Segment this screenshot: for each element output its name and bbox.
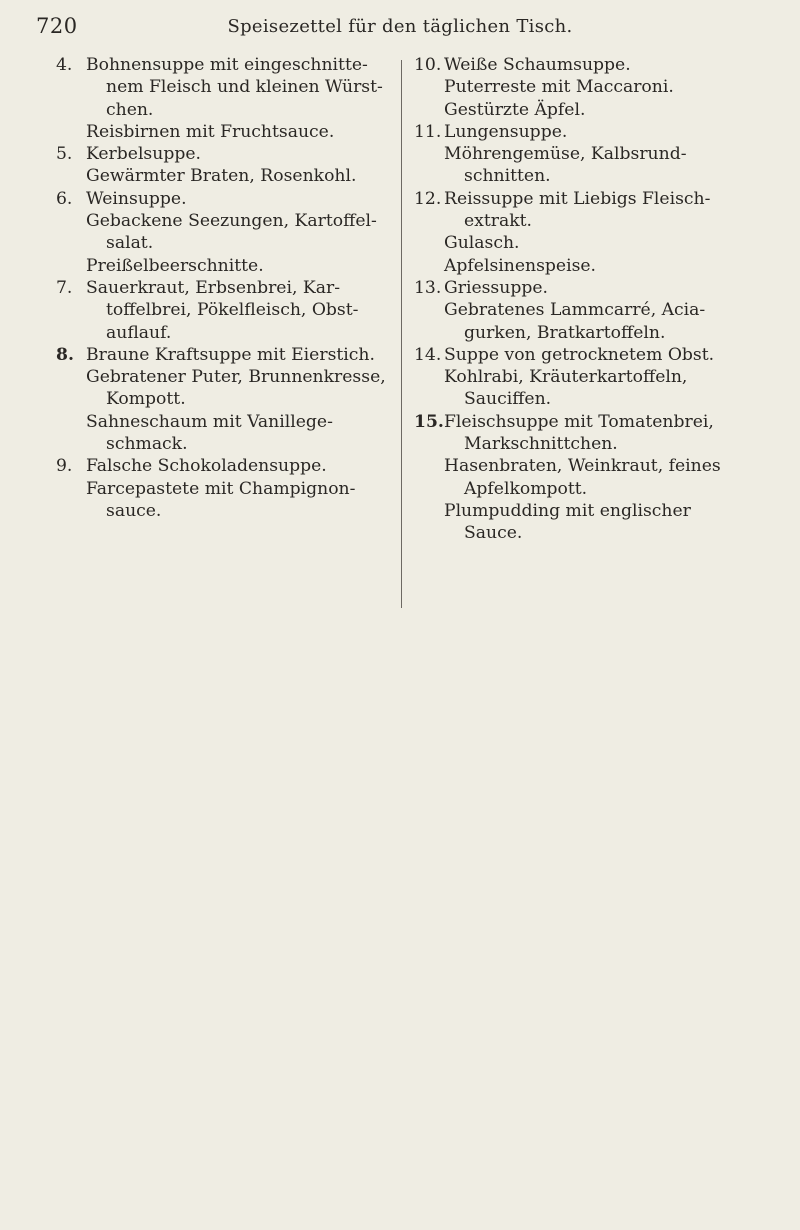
menu-entry [414,277,784,344]
menu-entry [56,54,392,143]
menu-entry [56,277,392,344]
menu-line: Braune Kraftsuppe mit Eierstich. [86,344,375,365]
menu-line: Kompott. [106,389,186,410]
menu-column-right [414,54,784,545]
menu-line: Sauciffen. [464,389,552,410]
menu-entry-number: 13. [414,277,442,298]
menu-line: sauce. [106,500,162,521]
column-divider [401,60,402,608]
menu-line: salat. [106,233,154,254]
menu-line: chen. [106,99,154,120]
menu-line: Reisbirnen mit Fruchtsauce. [86,121,335,142]
menu-line: nem Fleisch und kleinen Würst- [106,77,383,98]
menu-line: Falsche Schokoladensuppe. [86,456,327,477]
menu-line: schnitten. [464,166,551,187]
menu-line: Fleischsuppe mit Tomatenbrei, [444,411,714,432]
menu-entry [56,344,392,455]
menu-line: Sahneschaum mit Vanillege- [86,411,333,432]
menu-line: Lungensuppe. [444,121,568,142]
running-head: Speisezettel für den täglichen Tisch. [227,16,573,37]
menu-entry-number: 7. [56,277,73,298]
menu-line: Apfelsinenspeise. [444,255,597,276]
menu-line: Weinsuppe. [86,188,187,209]
menu-line: schmack. [106,434,188,455]
menu-line: Gestürzte Äpfel. [444,99,586,120]
menu-line: Gewärmter Braten, Rosenkohl. [86,166,357,187]
menu-line: Markschnittchen. [464,434,618,455]
menu-line: Puterreste mit Maccaroni. [444,77,674,98]
menu-entry [414,121,784,188]
menu-line: Kerbelsuppe. [86,144,201,165]
menu-line: Griessuppe. [444,277,548,298]
menu-entry-number: 5. [56,144,73,165]
menu-line: Möhrengemüse, Kalbsrund- [444,144,687,165]
menu-line: Gebratenes Lammcarré, Acia- [444,300,706,321]
menu-entry [56,455,392,522]
menu-entry [56,143,392,188]
menu-line: Bohnensuppe mit eingeschnitte- [86,55,368,75]
menu-line: Weiße Schaumsuppe. [444,55,631,75]
menu-line: Gulasch. [444,233,520,254]
menu-entry [56,188,392,277]
menu-entry-number: 4. [56,55,73,75]
menu-entry [414,188,784,277]
menu-line: Farcepastete mit Champignon- [86,478,356,499]
menu-entry [414,54,784,121]
menu-entry [414,344,784,411]
menu-entry-number: 8. [56,344,74,365]
menu-line: Plumpudding mit englischer [444,500,691,521]
menu-line: Hasenbraten, Weinkraut, feines [444,456,721,477]
menu-entry-number: 11. [414,121,442,142]
menu-line: auflauf. [106,322,172,343]
menu-line: Preißelbeerschnitte. [86,255,264,276]
menu-line: Kohlrabi, Kräuterkartoffeln, [444,367,688,388]
menu-entry-number: 15. [414,411,444,432]
menu-line: gurken, Bratkartoffeln. [464,322,666,343]
menu-line: extrakt. [464,211,533,232]
menu-line: Sauerkraut, Erbsenbrei, Kar- [86,277,341,298]
menu-line: Reissuppe mit Liebigs Fleisch- [444,188,711,209]
menu-entry-number: 10. [414,55,442,75]
page-number: 720 [36,14,78,38]
menu-entry-number: 12. [414,188,442,209]
menu-line: Apfelkompott. [464,478,588,499]
menu-entry-number: 6. [56,188,73,209]
menu-entry [414,411,784,545]
menu-entry-number: 14. [414,344,442,365]
menu-column-left [56,54,392,522]
menu-entry-number: 9. [56,456,73,477]
menu-line: Suppe von getrocknetem Obst. [444,344,715,365]
menu-line: Gebratener Puter, Brunnenkresse, [86,367,386,388]
menu-line: Gebackene Seezungen, Kartoffel- [86,211,377,232]
menu-line: Sauce. [464,523,523,544]
menu-line: toffelbrei, Pökelfleisch, Obst- [106,300,359,321]
